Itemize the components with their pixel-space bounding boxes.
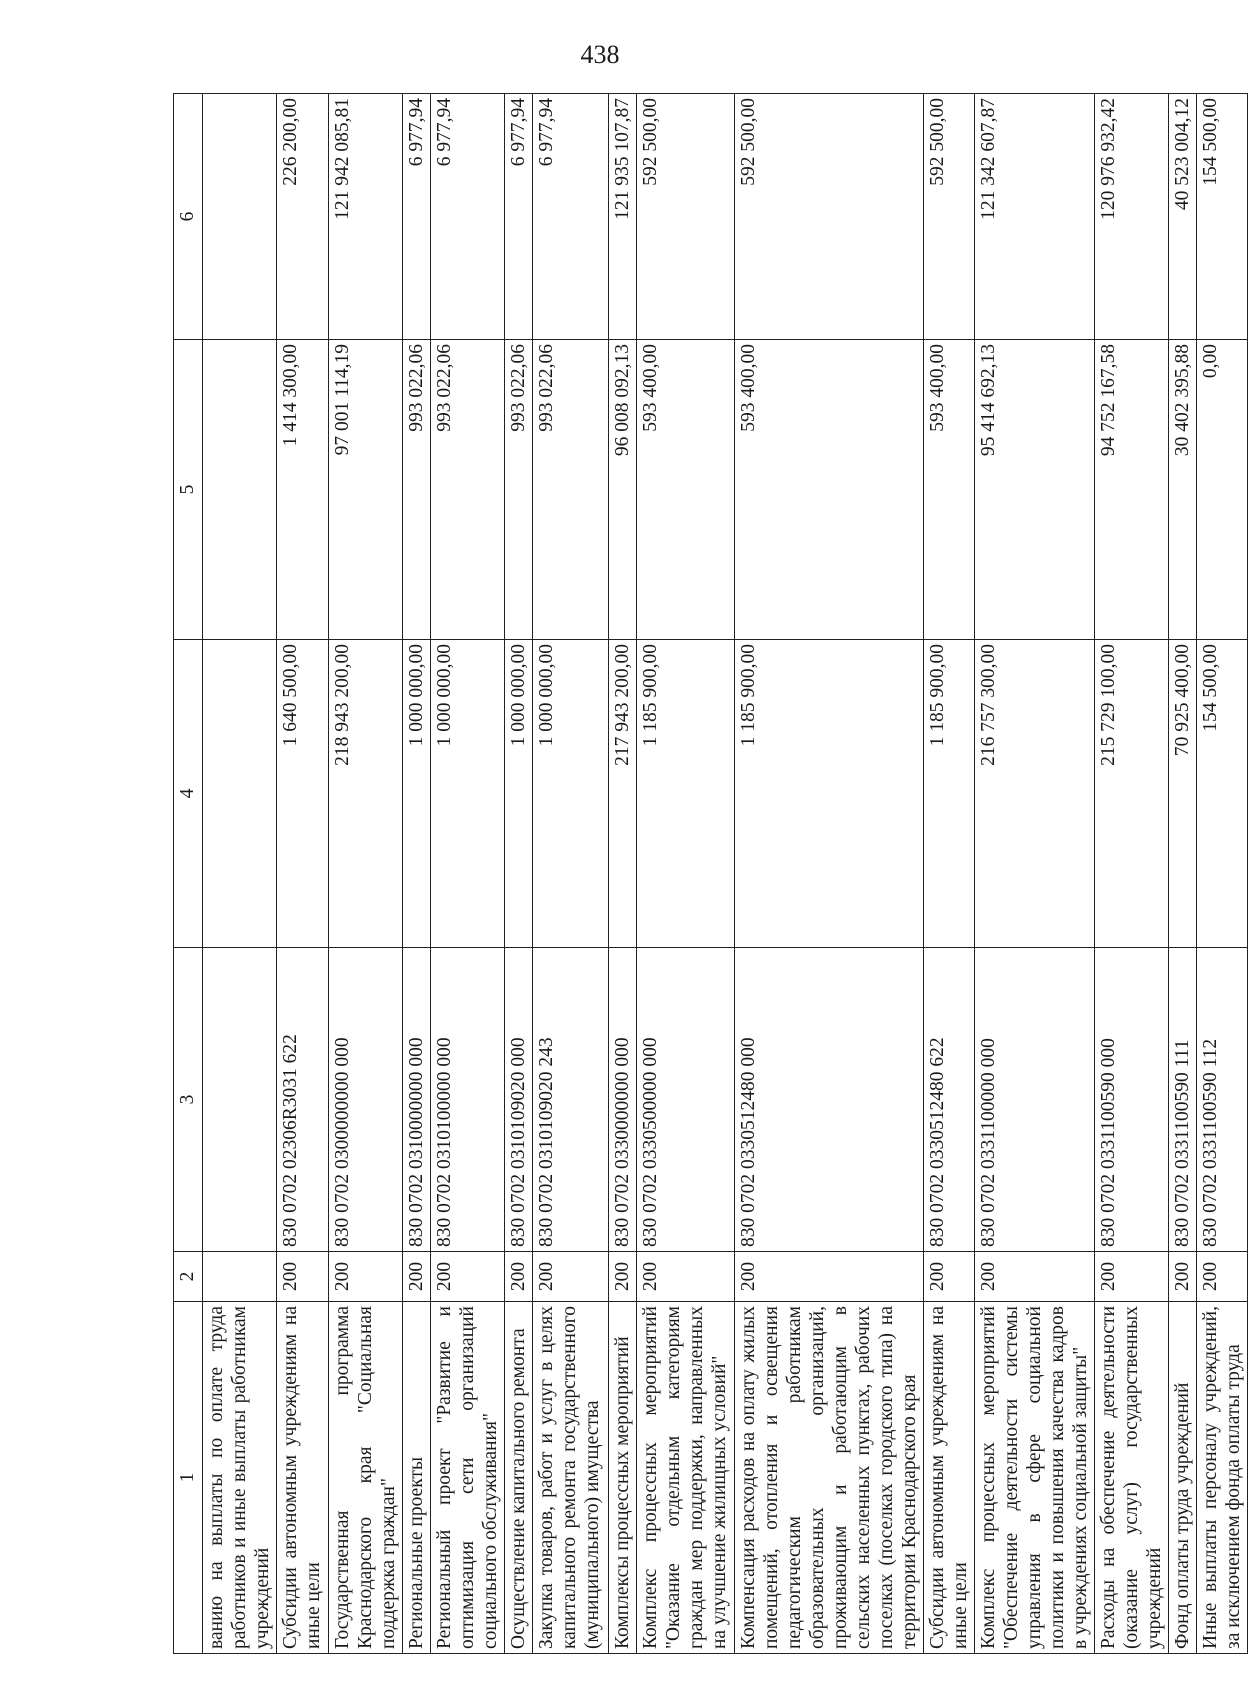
cell-c3: 830 0702 0330512480 622 — [924, 948, 975, 1252]
cell-c3: 830 0702 0330000000 000 — [609, 948, 637, 1252]
cell-c3: 830 0702 0331100000 000 — [975, 948, 1095, 1252]
cell-c4: 217 943 200,00 — [609, 640, 637, 948]
cell-c5: 993 022,06 — [505, 340, 533, 640]
cell-c6: 40 523 004,12 — [1169, 94, 1197, 340]
cell-c1: Комплексы процессных мероприятий — [609, 1302, 637, 1654]
cell-c1: Фонд оплаты труда учреждений — [1169, 1302, 1197, 1654]
cell-c4: 216 757 300,00 — [975, 640, 1095, 948]
header-col-1: 1 — [174, 1302, 203, 1654]
cell-c1: ванию на выплаты по оплате труда работников и иные выплаты работникам учреждений — [203, 1302, 277, 1654]
cell-c4 — [203, 640, 277, 948]
cell-c3: 830 0702 0331100590 000 — [1095, 948, 1169, 1252]
cell-c2 — [203, 1252, 277, 1302]
table-row — [924, 94, 975, 1654]
cell-c5: 993 022,06 — [431, 340, 505, 640]
cell-c3: 830 0702 0310000000 000 — [403, 948, 431, 1252]
table-row — [505, 94, 533, 1654]
page-number: 438 — [580, 40, 620, 69]
cell-c4: 218 943 200,00 — [329, 640, 403, 948]
cell-c4: 70 925 400,00 — [1169, 640, 1197, 948]
table-row — [637, 94, 735, 1654]
cell-c2: 200 — [533, 1252, 609, 1302]
cell-c6: 154 500,00 — [1197, 94, 1248, 340]
table-row — [1169, 94, 1197, 1654]
cell-c1: Осуществление капитального ремонта — [505, 1302, 533, 1654]
cell-c1: Закупка товаров, работ и услуг в целях капитального ремонта государственного (муниципального) имущества — [533, 1302, 609, 1654]
cell-c1: Иные выплаты персоналу учреждений, за исключением фонда оплаты труда — [1197, 1302, 1248, 1654]
table-row — [533, 94, 609, 1654]
cell-c6: 592 500,00 — [735, 94, 924, 340]
cell-c2: 200 — [329, 1252, 403, 1302]
cell-c6: 121 942 085,81 — [329, 94, 403, 340]
cell-c6: 592 500,00 — [924, 94, 975, 340]
budget-table — [173, 93, 1248, 1654]
cell-c2: 200 — [609, 1252, 637, 1302]
cell-c5: 94 752 167,58 — [1095, 340, 1169, 640]
cell-c2: 200 — [924, 1252, 975, 1302]
cell-c2: 200 — [1197, 1252, 1248, 1302]
cell-c3: 830 0702 0331100590 111 — [1169, 948, 1197, 1252]
rotated-table-container — [173, 94, 1244, 1654]
cell-c6: 592 500,00 — [637, 94, 735, 340]
cell-c6: 6 977,94 — [403, 94, 431, 340]
cell-c5: 0,00 — [1197, 340, 1248, 640]
table-row — [975, 94, 1095, 1654]
table-row — [1095, 94, 1169, 1654]
table-header-row — [174, 94, 203, 1654]
cell-c6: 121 935 107,87 — [609, 94, 637, 340]
cell-c5: 1 414 300,00 — [277, 340, 329, 640]
cell-c2: 200 — [505, 1252, 533, 1302]
cell-c4: 1 185 900,00 — [924, 640, 975, 948]
cell-c1: Субсидии автономным учреждениям на иные цели — [924, 1302, 975, 1654]
header-col-4: 4 — [174, 640, 203, 948]
cell-c4: 1 000 000,00 — [403, 640, 431, 948]
cell-c2: 200 — [277, 1252, 329, 1302]
cell-c2: 200 — [975, 1252, 1095, 1302]
cell-c1: Комплекс процессных мероприятий "Обеспечение деятельности системы управления в сфере социальной политики и повышения качества кадров в учреждениях социальной защиты" — [975, 1302, 1095, 1654]
table-row — [203, 94, 277, 1654]
cell-c1: Государственная программа Краснодарского края "Социальная поддержка граждан" — [329, 1302, 403, 1654]
cell-c3: 830 0702 0310109020 243 — [533, 948, 609, 1252]
cell-c4: 215 729 100,00 — [1095, 640, 1169, 948]
cell-c3: 830 0702 0330512480 000 — [735, 948, 924, 1252]
cell-c2: 200 — [403, 1252, 431, 1302]
cell-c6: 120 976 932,42 — [1095, 94, 1169, 340]
cell-c6: 6 977,94 — [505, 94, 533, 340]
table-row — [403, 94, 431, 1654]
cell-c3: 830 0702 02306R3031 622 — [277, 948, 329, 1252]
cell-c6: 6 977,94 — [533, 94, 609, 340]
table-row — [329, 94, 403, 1654]
cell-c3 — [203, 948, 277, 1252]
cell-c6: 6 977,94 — [431, 94, 505, 340]
cell-c4: 1 185 900,00 — [735, 640, 924, 948]
cell-c2: 200 — [1169, 1252, 1197, 1302]
cell-c1: Расходы на обеспечение деятельности (оказание услуг) государственных учреждений — [1095, 1302, 1169, 1654]
cell-c4: 154 500,00 — [1197, 640, 1248, 948]
header-col-6: 6 — [174, 94, 203, 340]
cell-c1: Региональные проекты — [403, 1302, 431, 1654]
cell-c5: 97 001 114,19 — [329, 340, 403, 640]
header-col-3: 3 — [174, 948, 203, 1252]
cell-c2: 200 — [431, 1252, 505, 1302]
cell-c3: 830 0702 0330500000 000 — [637, 948, 735, 1252]
table-row — [431, 94, 505, 1654]
header-col-5: 5 — [174, 340, 203, 640]
cell-c5: 593 400,00 — [924, 340, 975, 640]
table-row — [609, 94, 637, 1654]
cell-c2: 200 — [1095, 1252, 1169, 1302]
cell-c4: 1 000 000,00 — [533, 640, 609, 948]
cell-c5: 593 400,00 — [637, 340, 735, 640]
cell-c4: 1 640 500,00 — [277, 640, 329, 948]
cell-c4: 1 000 000,00 — [505, 640, 533, 948]
cell-c1: Комплекс процессных мероприятий "Оказание отдельным категориям граждан мер поддержки, направленных на улучшение жилищных условий" — [637, 1302, 735, 1654]
cell-c3: 830 0702 0310100000 000 — [431, 948, 505, 1252]
cell-c3: 830 0702 0300000000 000 — [329, 948, 403, 1252]
header-col-2: 2 — [174, 1252, 203, 1302]
cell-c5: 30 402 395,88 — [1169, 340, 1197, 640]
cell-c6: 121 342 607,87 — [975, 94, 1095, 340]
table-row — [277, 94, 329, 1654]
table-row — [1197, 94, 1248, 1654]
cell-c2: 200 — [735, 1252, 924, 1302]
cell-c5: 95 414 692,13 — [975, 340, 1095, 640]
cell-c5: 96 008 092,13 — [609, 340, 637, 640]
cell-c5 — [203, 340, 277, 640]
cell-c1: Субсидии автономным учреждениям на иные цели — [277, 1302, 329, 1654]
cell-c1: Компенсация расходов на оплату жилых помещений, отопления и освещения педагогическим работникам образовательных организаций, проживающим и работающим в сельских населенных пунктах, рабочих поселках (поселках городского типа) на территории Краснодарского края — [735, 1302, 924, 1654]
cell-c2: 200 — [637, 1252, 735, 1302]
cell-c6: 226 200,00 — [277, 94, 329, 340]
cell-c5: 593 400,00 — [735, 340, 924, 640]
cell-c4: 1 000 000,00 — [431, 640, 505, 948]
cell-c5: 993 022,06 — [533, 340, 609, 640]
cell-c1: Региональный проект "Развитие и оптимизация сети организаций социального обслуживания" — [431, 1302, 505, 1654]
cell-c6 — [203, 94, 277, 340]
cell-c5: 993 022,06 — [403, 340, 431, 640]
cell-c4: 1 185 900,00 — [637, 640, 735, 948]
table-row — [735, 94, 924, 1654]
cell-c3: 830 0702 0331100590 112 — [1197, 948, 1248, 1252]
cell-c3: 830 0702 0310109020 000 — [505, 948, 533, 1252]
